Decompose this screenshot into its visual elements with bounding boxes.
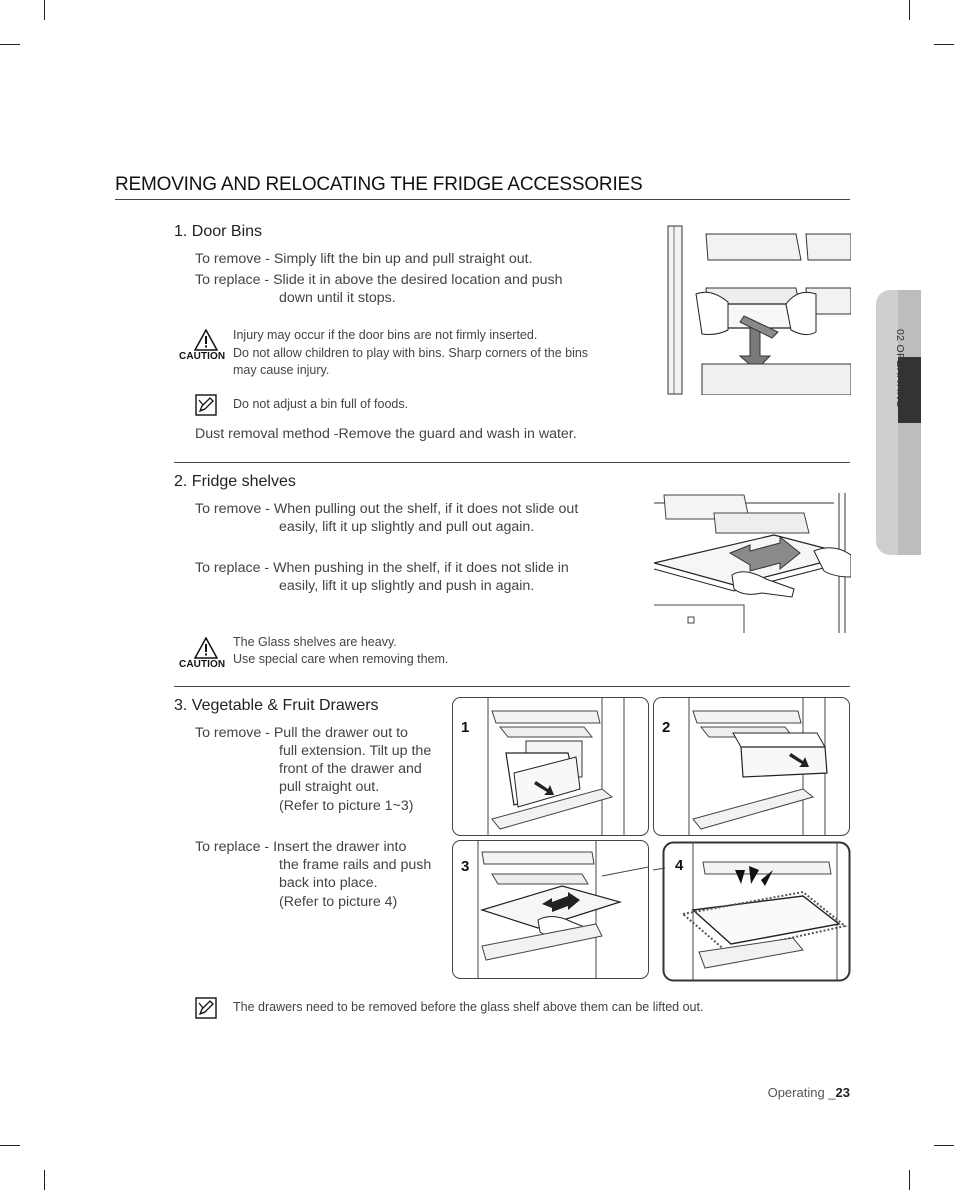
fridge-shelf-illustration bbox=[654, 493, 851, 633]
drawers-remove-line-2: full extension. Tilt up the bbox=[279, 743, 432, 759]
drawers-note: The drawers need to be removed before the glass shelf above them can be lifted out. bbox=[233, 1000, 704, 1014]
caution-label: CAUTION bbox=[179, 351, 226, 362]
door-bin-illustration bbox=[666, 224, 851, 395]
door-bins-caution-line-3: may cause injury. bbox=[233, 363, 330, 377]
shelves-caution-line-2: Use special care when removing them. bbox=[233, 652, 449, 666]
page-number: 23 bbox=[835, 1085, 850, 1100]
crop-mark bbox=[0, 44, 20, 45]
door-bins-replace-text: To replace - Slide it in above the desired location and push bbox=[195, 272, 563, 288]
picture-number: 4 bbox=[675, 857, 684, 874]
crop-mark bbox=[909, 0, 910, 20]
caution-block bbox=[179, 329, 235, 365]
caution-label: CAUTION bbox=[179, 659, 226, 670]
door-bins-dust-text: Dust removal method -Remove the guard and wash in water. bbox=[195, 426, 577, 442]
drawers-replace-line-4: (Refer to picture 4) bbox=[279, 894, 398, 910]
picture-number: 2 bbox=[662, 719, 671, 736]
shelves-remove-text-cont: easily, lift it up slightly and pull out again. bbox=[279, 519, 535, 535]
drawers-remove-line-5: (Refer to picture 1~3) bbox=[279, 798, 414, 814]
page-title: REMOVING AND RELOCATING THE FRIDGE ACCESSORIES bbox=[115, 174, 850, 200]
crop-mark bbox=[909, 1170, 910, 1190]
drawers-remove-line-4: pull straight out. bbox=[279, 779, 380, 795]
picture-number: 1 bbox=[461, 719, 470, 736]
footer-label: Operating _ bbox=[767, 1085, 836, 1100]
shelves-replace-text: To replace - When pushing in the shelf, if it does not slide in bbox=[195, 560, 569, 576]
crop-mark bbox=[0, 1145, 20, 1146]
shelves-replace-text-cont: easily, lift it up slightly and push in again. bbox=[279, 578, 535, 594]
drawer-step-2-illustration bbox=[653, 697, 850, 836]
drawers-remove-line-3: front of the drawer and bbox=[279, 761, 422, 777]
section-divider bbox=[174, 462, 850, 463]
section-heading-door-bins: 1. Door Bins bbox=[174, 223, 263, 240]
door-bins-remove-text: To remove - Simply lift the bin up and pull straight out. bbox=[195, 251, 533, 267]
warning-triangle-icon bbox=[194, 329, 218, 351]
drawers-replace-line-1: To replace - Insert the drawer into bbox=[195, 839, 407, 855]
drawer-step-3-illustration bbox=[452, 840, 649, 979]
shelves-remove-text: To remove - When pulling out the shelf, if it does not slide out bbox=[195, 501, 579, 517]
note-pencil-icon bbox=[195, 997, 217, 1019]
crop-mark bbox=[934, 1145, 954, 1146]
crop-mark bbox=[44, 0, 45, 20]
shelves-caution-line-1: The Glass shelves are heavy. bbox=[233, 635, 397, 649]
door-bins-note: Do not adjust a bin full of foods. bbox=[233, 397, 409, 411]
crop-mark bbox=[934, 44, 954, 45]
page-footer bbox=[768, 1085, 850, 1100]
section-divider bbox=[174, 686, 850, 687]
section-heading-drawers: 3. Vegetable & Fruit Drawers bbox=[174, 697, 379, 714]
side-tab-label: 02 OPERATING bbox=[894, 329, 906, 409]
door-bins-replace-text-cont: down until it stops. bbox=[279, 290, 396, 306]
drawer-step-1-illustration bbox=[452, 697, 649, 836]
door-bins-caution-line-2: Do not allow children to play with bins. Sharp corners of the bins bbox=[233, 346, 589, 360]
warning-triangle-icon bbox=[194, 637, 218, 659]
caution-block bbox=[179, 637, 235, 673]
section-heading-fridge-shelves: 2. Fridge shelves bbox=[174, 473, 296, 490]
picture-number: 3 bbox=[461, 858, 470, 875]
drawers-remove-line-1: To remove - Pull the drawer out to bbox=[195, 725, 408, 741]
drawers-replace-line-3: back into place. bbox=[279, 875, 378, 891]
door-bins-caution-line-1: Injury may occur if the door bins are not firmly inserted. bbox=[233, 328, 538, 342]
crop-mark bbox=[44, 1170, 45, 1190]
note-pencil-icon bbox=[195, 394, 217, 416]
drawers-replace-line-2: the frame rails and push bbox=[279, 857, 432, 873]
